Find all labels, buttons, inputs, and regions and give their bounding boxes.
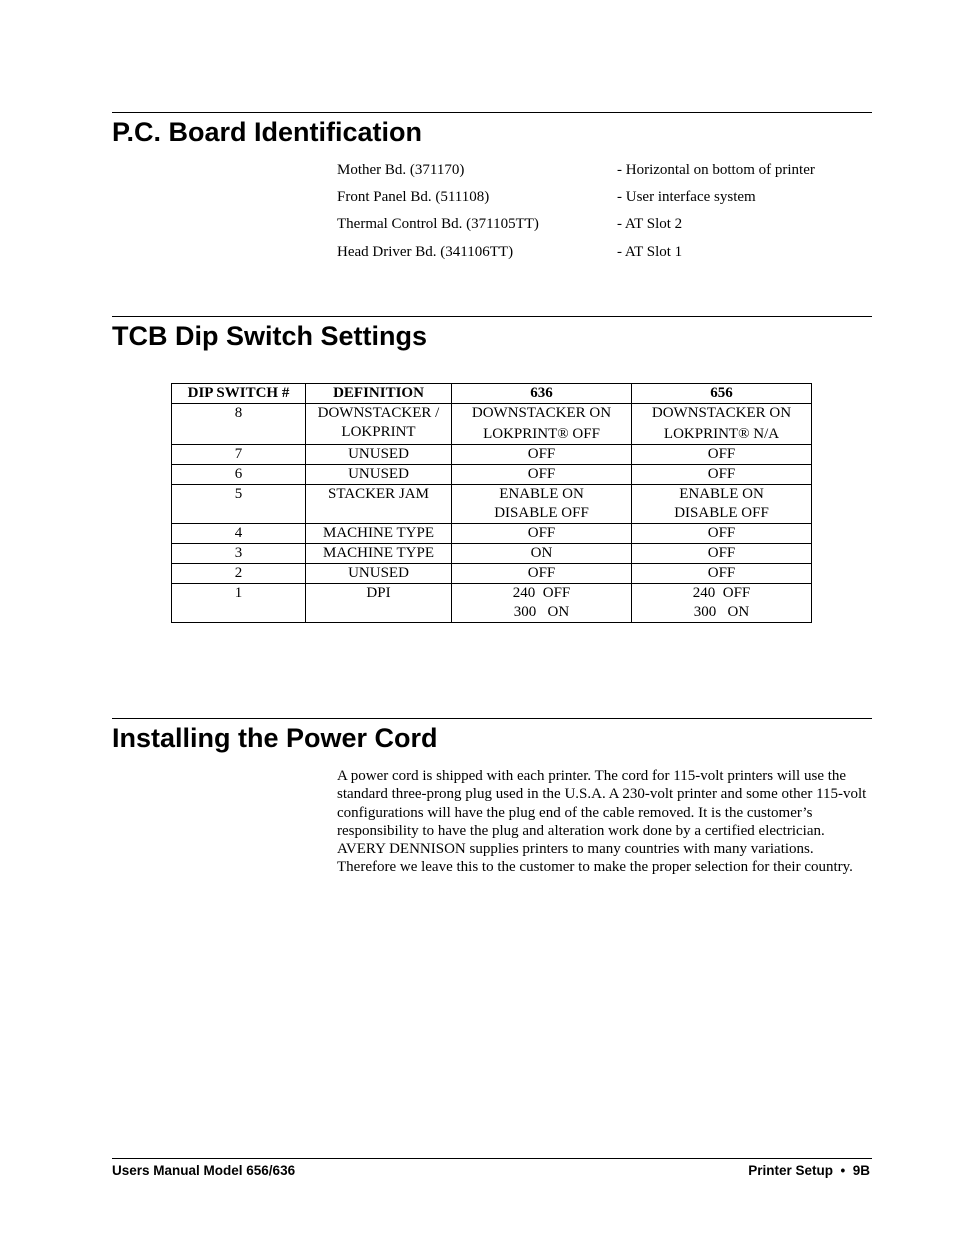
switch-number: 7: [172, 445, 306, 465]
footer-page-info: [748, 1162, 870, 1180]
setting-656-cell: OFF: [632, 524, 812, 544]
board-name: Mother Bd. (371170): [337, 162, 465, 178]
setting-636-cell: OFF: [452, 465, 632, 485]
definition-cell: DOWNSTACKER / LOKPRINT: [306, 404, 452, 445]
header-definition: DEFINITION: [306, 384, 452, 404]
dip-heading: TCB Dip Switch Settings: [112, 321, 428, 351]
power-cord-paragraph: A power cord is shipped with each printer. The cord for 115-volt printers will use the standard three-prong plug used in the U.S.A. A 230-volt printer and some other 115-volt configurations will have the plug end of the cable removed. It is the customer’s responsibility to have the plug and alteration work done by a certified electrician. AVERY DENNISON supplies printers to many countries with many variations. Therefore we leave this to the customer to make the proper selection for their country.: [337, 768, 867, 876]
setting-656-cell: OFF: [632, 564, 812, 584]
definition-cell: UNUSED: [306, 465, 452, 485]
switch-number: 8: [172, 404, 306, 445]
setting-636-cell: DOWNSTACKER ON LOKPRINT® OFF: [452, 404, 632, 445]
board-location: - AT Slot 2: [617, 216, 683, 232]
footer-manual-title: Users Manual Model 656/636: [112, 1163, 296, 1178]
setting-636-cell: ON: [452, 544, 632, 564]
switch-number: 4: [172, 524, 306, 544]
dip-switch-table: [171, 383, 812, 623]
table-row: [172, 564, 812, 584]
board-row: [337, 187, 877, 207]
table-row: [172, 485, 812, 524]
footer-divider: [112, 1158, 872, 1159]
board-row: [337, 214, 877, 234]
switch-number: 5: [172, 485, 306, 524]
definition-cell: MACHINE TYPE: [306, 524, 452, 544]
table-row: [172, 584, 812, 623]
setting-656-cell: OFF: [632, 465, 812, 485]
switch-number: 6: [172, 465, 306, 485]
setting-636-cell: OFF: [452, 564, 632, 584]
board-row: [337, 242, 877, 262]
table-row: [172, 445, 812, 465]
board-row: [337, 160, 877, 180]
section-divider: [112, 718, 872, 719]
definition-cell: STACKER JAM: [306, 485, 452, 524]
board-name: Thermal Control Bd. (371105TT): [337, 216, 539, 232]
footer-section-name: Printer Setup: [748, 1163, 833, 1178]
switch-number: 3: [172, 544, 306, 564]
header-model-636: 636: [452, 384, 632, 404]
definition-cell: UNUSED: [306, 564, 452, 584]
table-header-row: [172, 384, 812, 404]
switch-number: 1: [172, 584, 306, 623]
setting-636-cell: 240 OFF 300 ON: [452, 584, 632, 623]
bullet-separator: •: [836, 1163, 849, 1178]
setting-656-cell: 240 OFF 300 ON: [632, 584, 812, 623]
definition-cell: UNUSED: [306, 445, 452, 465]
table-row: [172, 404, 812, 445]
definition-cell: DPI: [306, 584, 452, 623]
power-cord-heading: Installing the Power Cord: [112, 723, 438, 753]
setting-636-cell: OFF: [452, 445, 632, 465]
switch-number: 2: [172, 564, 306, 584]
setting-656-cell: ENABLE ON DISABLE OFF: [632, 485, 812, 524]
section-divider: [112, 316, 872, 317]
header-model-656: 656: [632, 384, 812, 404]
table-row: [172, 544, 812, 564]
definition-cell: MACHINE TYPE: [306, 544, 452, 564]
setting-656-cell: OFF: [632, 445, 812, 465]
board-location: - User interface system: [617, 189, 756, 205]
table-row: [172, 465, 812, 485]
setting-656-cell: DOWNSTACKER ON LOKPRINT® N/A: [632, 404, 812, 445]
setting-636-cell: OFF: [452, 524, 632, 544]
header-dip-switch: DIP SWITCH #: [172, 384, 306, 404]
section-divider: [112, 112, 872, 113]
table-row: [172, 524, 812, 544]
setting-636-cell: ENABLE ON DISABLE OFF: [452, 485, 632, 524]
board-name: Head Driver Bd. (341106TT): [337, 244, 514, 260]
board-name: Front Panel Bd. (511108): [337, 189, 490, 205]
setting-656-cell: OFF: [632, 544, 812, 564]
boards-heading: P.C. Board Identification: [112, 117, 423, 147]
footer-page-number: 9B: [852, 1163, 870, 1178]
board-location: - AT Slot 1: [617, 244, 683, 260]
board-location: - Horizontal on bottom of printer: [617, 162, 815, 178]
